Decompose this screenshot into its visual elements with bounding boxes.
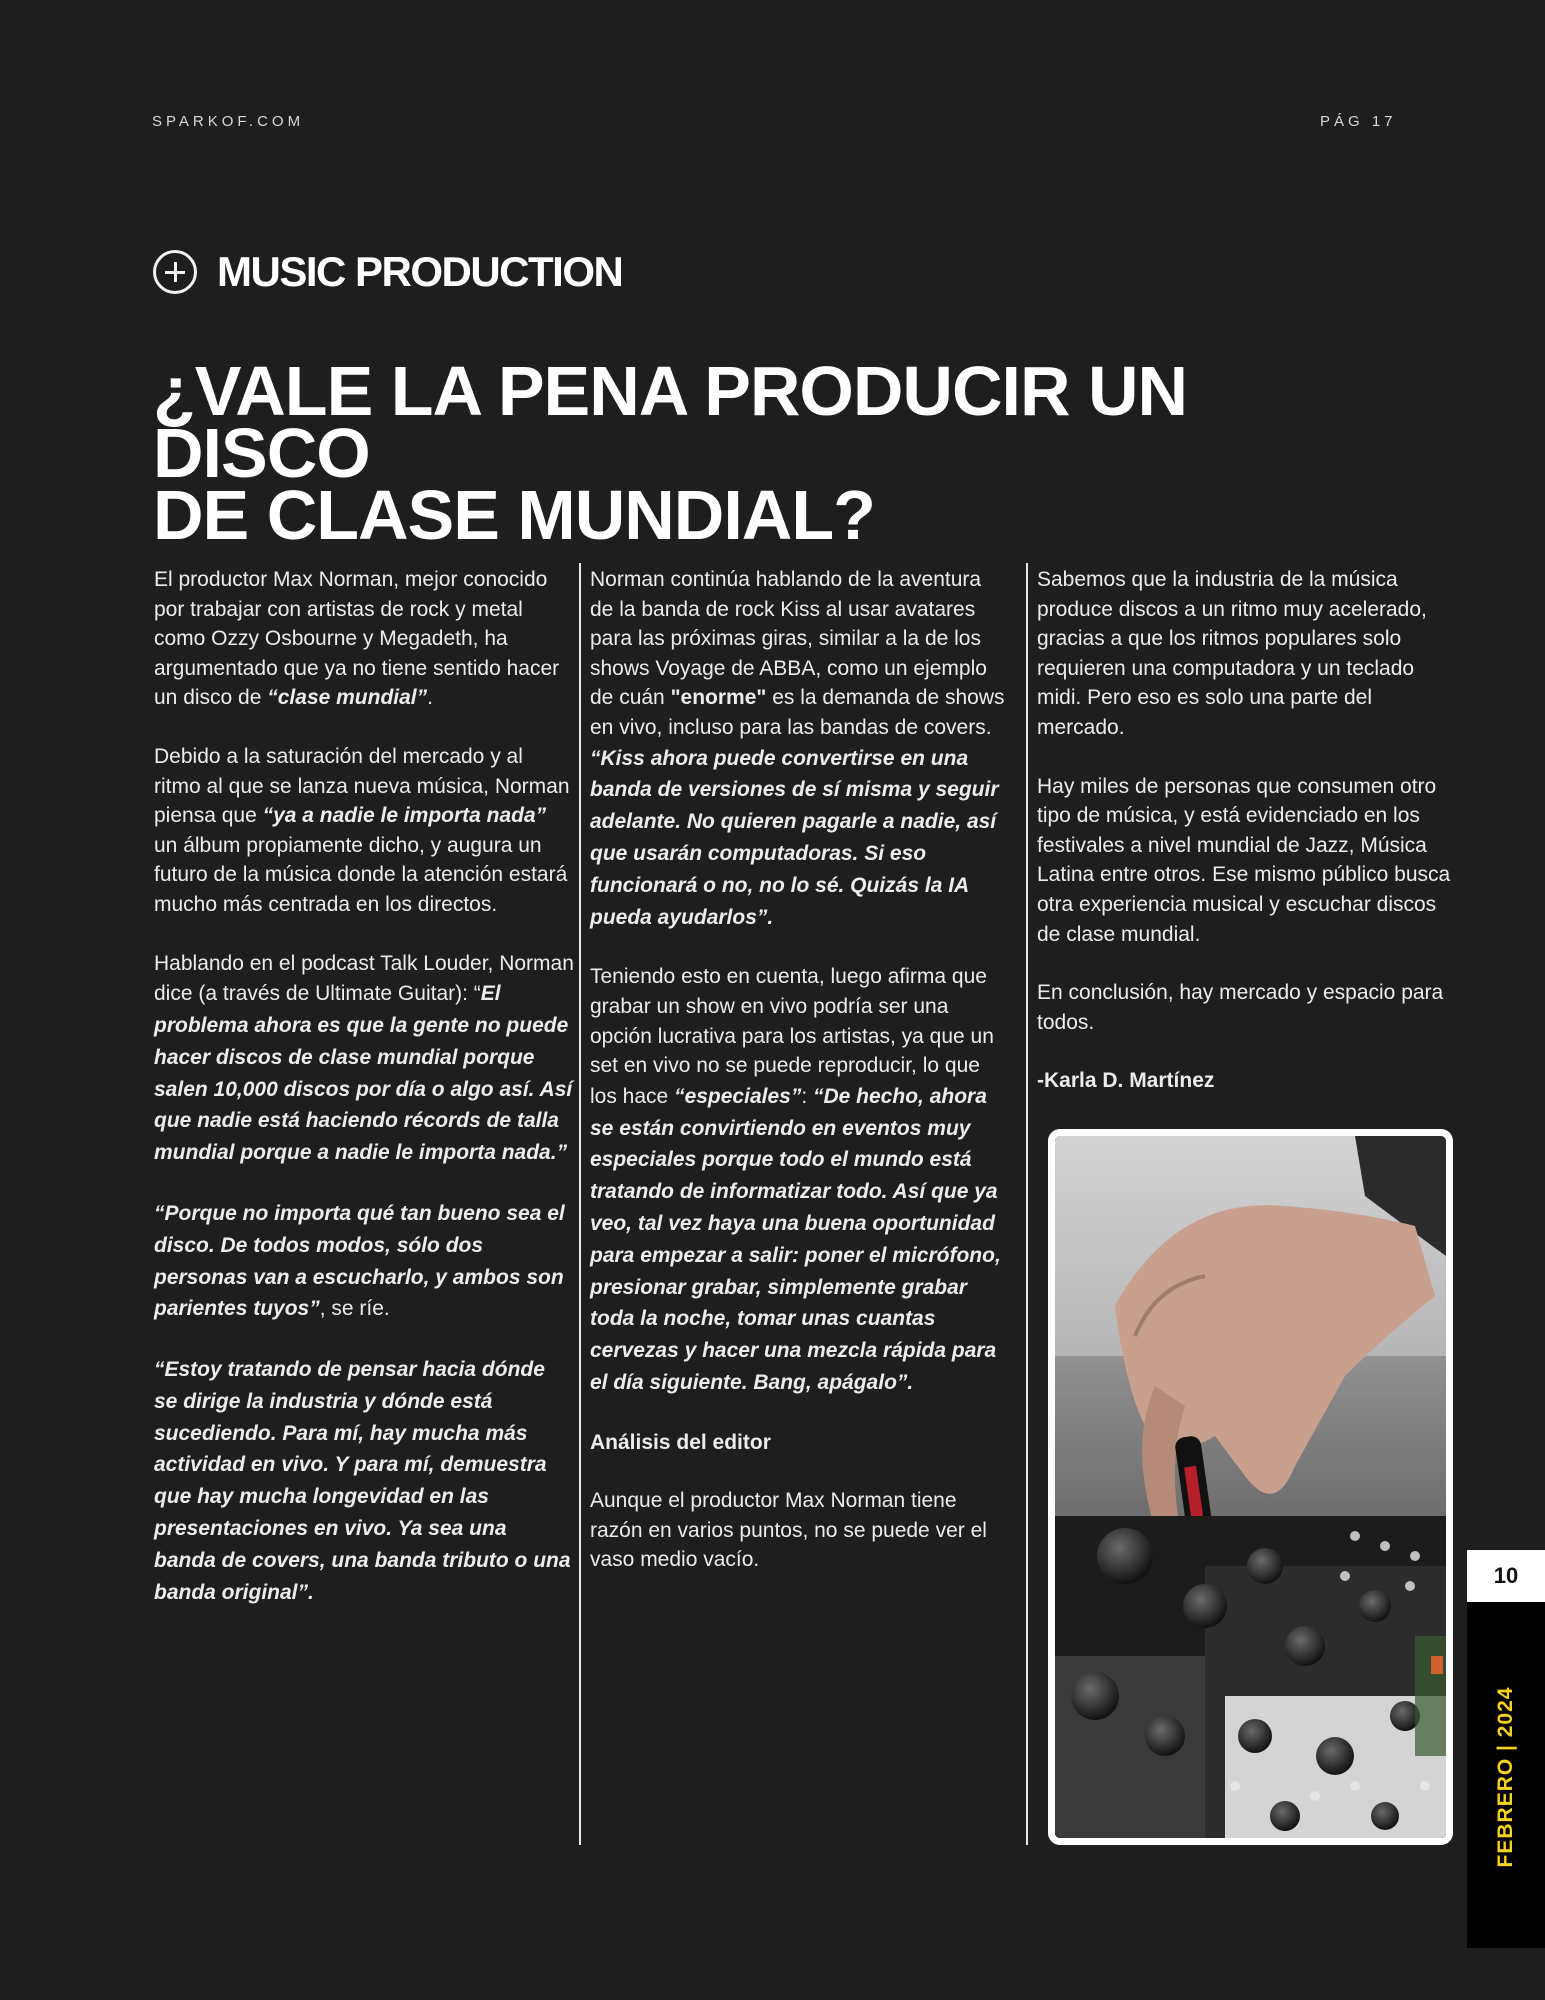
issue-date-tab <box>1467 1602 1545 1948</box>
column-divider <box>1026 563 1028 1845</box>
quote-paragraph: “Estoy tratando de pensar hacia dónde se dirige la industria y dónde está sucediendo. Para mí, hay mucha más actividad en vivo. Y para mí, demuestra que hay mucha longevidad en las presentaciones en vivo. Ya sea una banda de covers, una banda tributo o una banda original”. <box>154 1358 571 1604</box>
text: , se ríe. <box>319 1297 390 1321</box>
article-column-1 <box>154 565 574 1608</box>
section-header <box>153 248 622 296</box>
page-number: PÁG 17 <box>1320 113 1397 130</box>
headline-line-1: ¿VALE LA PENA PRODUCIR UN DISCO <box>153 352 1188 492</box>
site-url: SPARKOF.COM <box>152 113 305 130</box>
text: Teniendo esto en cuenta, luego afirma que grabar un show en vivo podría ser una opción lucrativa para los artistas, ya que un set en vivo no se puede reproducir, lo que los hace <box>590 965 994 1108</box>
text: : <box>801 1084 813 1108</box>
emphasis: “ya a nadie le importa nada” <box>262 804 547 828</box>
headline-line-2: DE CLASE MUNDIAL? <box>153 476 875 554</box>
emphasis: "enorme" <box>670 686 767 710</box>
modular-synth-hand-image <box>1055 1136 1446 1838</box>
quote: “De hecho, ahora se están convirtiendo en eventos muy especiales porque todo el mundo está tratando de informatizar todo. Así que ya veo, tal vez haya una buena oportunidad para empezar a salir: poner el micrófono, presionar grabar, simplemente grabar toda la noche, tomar unas cuantas cervezas y hacer una mezcla rápida para el día siguiente. Bang, apágalo”. <box>590 1084 1001 1394</box>
section-label: MUSIC PRODUCTION <box>217 248 623 295</box>
paragraph <box>154 565 574 713</box>
text: es la demanda de shows en vivo, incluso para las bandas de covers. <box>590 686 1005 739</box>
paragraph: Aunque el productor Max Norman tiene razón en varios puntos, no se puede ver el vaso medio vacío. <box>590 1489 987 1572</box>
paragraph: En conclusión, hay mercado y espacio para todos. <box>1037 981 1444 1034</box>
quote: “Kiss ahora puede convertirse en una banda de versiones de sí misma y seguir adelante. No quieren pagarle a nadie, así que usarán computadoras. Si eso funcionará o no, no lo sé. Quizás la IA pueda ayudarlos”. <box>590 746 999 929</box>
column-divider <box>579 563 581 1845</box>
text: . <box>427 686 433 710</box>
text: Hablando en el podcast Talk Louder, Norman dice (a través de Ultimate Guitar): “ <box>154 951 574 1006</box>
paragraph <box>590 962 1010 1398</box>
author-signature: -Karla D. Martínez <box>1037 1069 1215 1093</box>
quote: “Porque no importa qué tan bueno sea el disco. De todos modos, sólo dos personas van a escucharlo, y ambos son parientes tuyos” <box>154 1201 565 1321</box>
text: un álbum propiamente dicho, y augura un futuro de la música donde la atención estará mucho más centrada en los directos. <box>154 833 568 916</box>
paragraph: Sabemos que la industria de la música produce discos a un ritmo muy acelerado, gracias a que los ritmos populares solo requieren una computadora y un teclado midi. Pero eso es solo una parte del mercado. <box>1037 568 1427 739</box>
editor-heading: Análisis del editor <box>590 1430 771 1454</box>
paragraph <box>154 949 574 1169</box>
article-headline <box>153 352 1413 554</box>
paragraph <box>154 1198 574 1325</box>
text: Debido a la saturación del mercado y al ritmo al que se lanza nueva música, Norman piensa que <box>154 744 570 828</box>
paragraph <box>154 742 574 920</box>
paragraph: Hay miles de personas que consumen otro tipo de música, y está evidenciado en los festivales a nivel mundial de Jazz, Música Latina entre otros. Ese mismo público busca otra experiencia musical y escuchar discos de clase mundial. <box>1037 774 1451 946</box>
emphasis: “clase mundial” <box>267 686 428 710</box>
synth-photo <box>1048 1129 1453 1845</box>
article-column-3 <box>1037 565 1457 1096</box>
quote: El problema ahora es que la gente no puede hacer discos de clase mundial porque salen 10,000 discos por día o algo así. Así que nadie está haciendo récords de talla mundial porque a nadie le importa nada.” <box>154 982 573 1165</box>
text: Norman continúa hablando de la aventura de la banda de rock Kiss al usar avatares para las próximas giras, similar a la de los shows Voyage de ABBA, como un ejemplo de cuán <box>590 568 987 710</box>
paragraph <box>590 565 1010 933</box>
issue-number-tab: 10 <box>1467 1550 1545 1602</box>
text: El productor Max Norman, mejor conocido por trabajar con artistas de rock y metal como Ozzy Osbourne y Megadeth, ha argumentado que ya no tiene sentido hacer un disco de <box>154 568 560 710</box>
issue-date: FEBRERO | 2024 <box>1494 1686 1517 1868</box>
article-column-2 <box>590 565 1010 1575</box>
plus-circle-icon <box>153 250 197 294</box>
emphasis: “especiales” <box>674 1084 802 1108</box>
